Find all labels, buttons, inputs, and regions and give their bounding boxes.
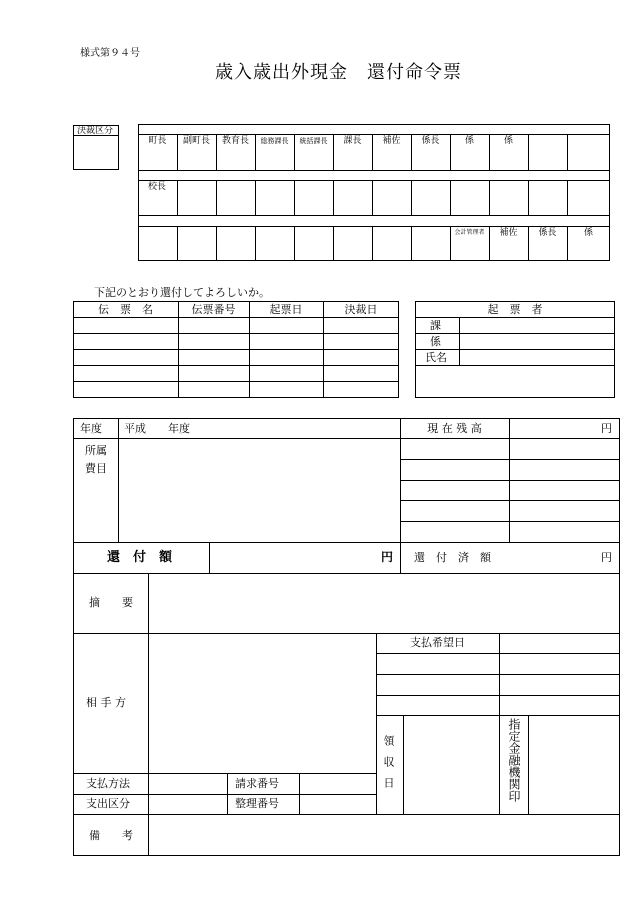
- approval-cell: 係: [583, 228, 593, 238]
- drafter-header: 起 票 者: [487, 303, 543, 316]
- approval-grid-line: [567, 180, 568, 215]
- slip-header: 起票日: [269, 303, 303, 316]
- approval-grid-line: [372, 226, 373, 261]
- invoice-no-label: 請求番号: [235, 777, 279, 790]
- approval-cell: 町長: [148, 136, 167, 146]
- receipt-label: 領収日: [382, 735, 395, 798]
- counterparty-label: 相 手 方: [86, 696, 126, 709]
- approval-cell: 補佐: [382, 136, 401, 146]
- main-form: [73, 418, 620, 856]
- payment-method-label: 支払方法: [86, 777, 130, 790]
- approval-grid-line: [216, 180, 217, 215]
- drafter-row-label: 係: [430, 335, 441, 348]
- tekiyo-label: 摘 要: [89, 596, 133, 609]
- approval-grid-line: [411, 180, 412, 215]
- approval-cell: 会計管理者: [454, 229, 485, 236]
- approval-grid-line: [216, 226, 217, 261]
- nendo-label: 年度: [80, 422, 102, 435]
- approval-grid-line: [255, 226, 256, 261]
- balance-yen: 円: [601, 422, 612, 435]
- form-number: 様式第９４号: [80, 48, 140, 59]
- page-title: 歳入歳出外現金 還付命令票: [215, 62, 462, 83]
- himoku-label: 費目: [85, 462, 107, 475]
- slip-header: 決裁日: [344, 303, 378, 316]
- bikou-label: 備 考: [89, 829, 133, 842]
- approval-grid-line: [567, 134, 568, 170]
- drafter-row-label: 氏名: [425, 351, 447, 364]
- refund-amount-label: 還 付 額: [107, 550, 173, 565]
- balance-label: 現 在 残 高: [427, 422, 482, 435]
- approval-cell: 統括課長: [299, 137, 328, 145]
- approval-grid-line: [333, 226, 334, 261]
- approval-grid-line: [528, 180, 529, 215]
- nendo-value: 平成 年度: [124, 422, 190, 435]
- approval-cell: 補佐: [499, 228, 518, 238]
- approval-grid-line: [333, 180, 334, 215]
- approval-cell: 係: [503, 136, 513, 146]
- approval-cell: 教育長: [221, 136, 249, 146]
- approval-grid-line: [294, 226, 295, 261]
- ref-no-label: 整理番号: [235, 797, 279, 810]
- approval-grid-line: [294, 180, 295, 215]
- slip-header: 伝 票 名: [98, 303, 153, 316]
- approval-grid-line: [489, 180, 490, 215]
- kessai-label: 決裁区分: [77, 126, 114, 136]
- drafter-row-label: 課: [430, 319, 441, 332]
- approval-cell: 係長: [538, 228, 557, 238]
- approval-grid-line: [177, 226, 178, 261]
- request-text: 下記のとおり還付してよろしいか。: [94, 286, 270, 299]
- approval-grid-line: [528, 134, 529, 170]
- approval-cell: 課長: [343, 136, 362, 146]
- approval-grid-line: [372, 180, 373, 215]
- refunded-label: 還 付 済 額: [414, 551, 491, 564]
- payment-class-label: 支出区分: [86, 797, 130, 810]
- approval-cell: 係長: [421, 136, 440, 146]
- approval-row2-label: 校長: [148, 182, 167, 192]
- approval-grid-line: [411, 226, 412, 261]
- approval-cell: 副町長: [182, 136, 210, 146]
- approval-grid-line: [177, 180, 178, 215]
- slip-header: 伝票番号: [191, 303, 236, 316]
- refund-amount-yen: 円: [381, 550, 394, 564]
- approval-grid-line: [255, 180, 256, 215]
- refunded-yen: 円: [601, 551, 612, 564]
- payment-date-label: 支払希望日: [410, 636, 465, 649]
- shozoku-label: 所属: [85, 444, 107, 457]
- bank-label: 指定金融機関印: [507, 718, 521, 802]
- approval-cell: 係: [464, 136, 474, 146]
- approval-grid-line: [450, 180, 451, 215]
- approval-cell: 総務課長: [260, 137, 289, 145]
